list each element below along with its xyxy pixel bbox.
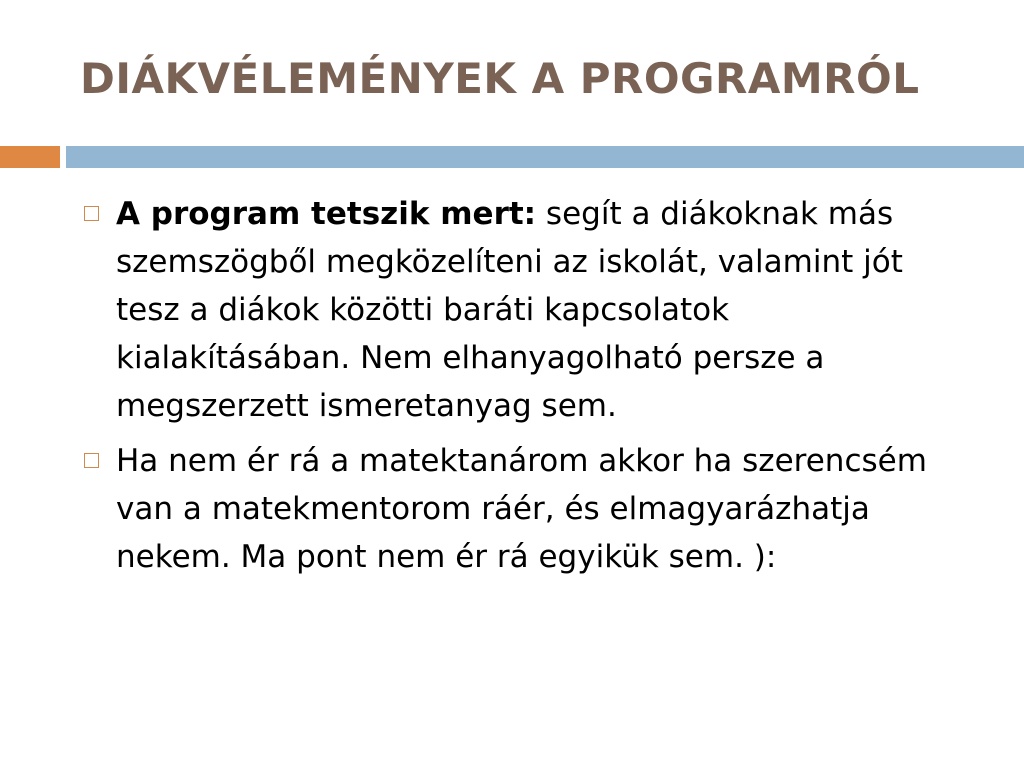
bullet-text: segít a diákoknak más szemszögből megközelíteni az iskolát, valamint jót tesz a diákok közötti baráti kapcsolatok kialakításában. Nem elhanyagolható persze a megszerzett ismeretanyag sem. (116, 196, 903, 424)
square-bullet-icon (84, 206, 99, 221)
bullet-list (80, 190, 940, 588)
bullet-text: Ha nem ér rá a matektanárom akkor ha szerencsém van a matekmentorom ráér, és elmagyarázhatja nekem. Ma pont nem ér rá egyikük sem. ): (116, 443, 927, 575)
accent-bar-orange (0, 146, 60, 168)
bullet-lead-text: A program tetszik mert: (116, 196, 537, 232)
bullet-item (80, 437, 940, 581)
square-bullet-icon (84, 453, 99, 468)
bullet-item (80, 190, 940, 430)
slide-title: DIÁKVÉLEMÉNYEK A PROGRAMRÓL (80, 54, 920, 103)
accent-bar-blue (66, 146, 1024, 168)
